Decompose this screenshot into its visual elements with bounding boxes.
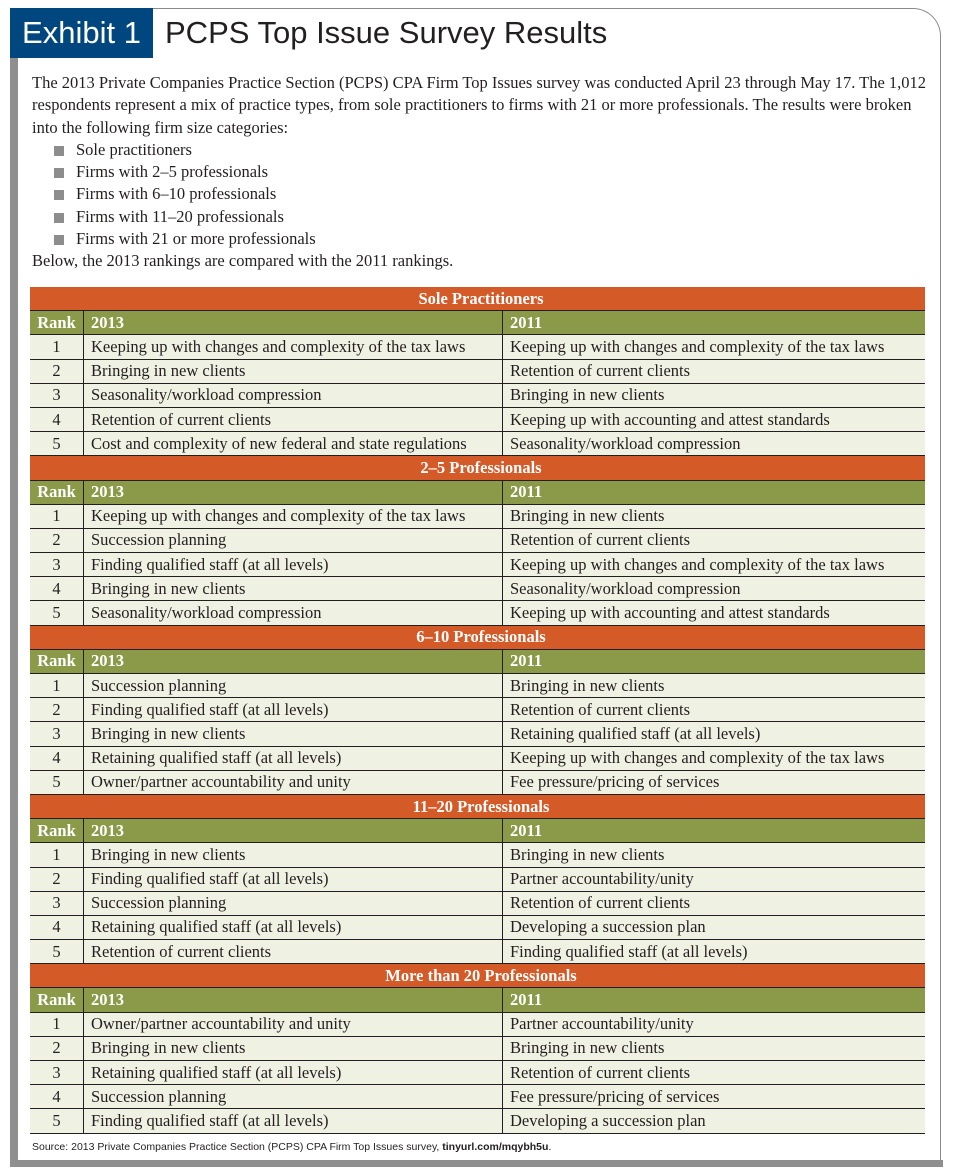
issue-2011-cell: Partner accountability/unity bbox=[503, 867, 926, 891]
table-row bbox=[30, 553, 925, 577]
year-2013-header: 2013 bbox=[84, 480, 503, 504]
source-note bbox=[32, 1141, 551, 1153]
list-item: Firms with 11–20 professionals bbox=[54, 206, 932, 228]
issue-2013-cell: Keeping up with changes and complexity of the tax laws bbox=[84, 504, 503, 528]
table-row bbox=[30, 1061, 925, 1085]
list-item: Sole practitioners bbox=[54, 139, 932, 161]
table-row bbox=[30, 940, 925, 964]
table-row bbox=[30, 407, 925, 431]
column-header-row bbox=[30, 988, 925, 1012]
issue-2011-cell: Keeping up with accounting and attest standards bbox=[503, 407, 926, 431]
issue-2013-cell: Succession planning bbox=[84, 674, 503, 698]
issue-2013-cell: Owner/partner accountability and unity bbox=[84, 1012, 503, 1036]
section-header bbox=[30, 456, 925, 480]
table-row bbox=[30, 1036, 925, 1060]
section-title: 2–5 Professionals bbox=[30, 456, 925, 480]
list-item: Firms with 21 or more professionals bbox=[54, 228, 932, 250]
issue-2011-cell: Keeping up with changes and complexity of the tax laws bbox=[503, 746, 926, 770]
table-row bbox=[30, 746, 925, 770]
table-row bbox=[30, 601, 925, 625]
issue-2011-cell: Fee pressure/pricing of services bbox=[503, 1085, 926, 1109]
issue-2011-cell: Seasonality/workload compression bbox=[503, 432, 926, 456]
rank-header: Rank bbox=[30, 480, 84, 504]
section-title: More than 20 Professionals bbox=[30, 964, 925, 988]
source-text: Source: 2013 Private Companies Practice Section (PCPS) CPA Firm Top Issues survey, bbox=[32, 1141, 443, 1153]
issue-2013-cell: Keeping up with changes and complexity of the tax laws bbox=[84, 335, 503, 359]
year-2011-header: 2011 bbox=[503, 480, 926, 504]
year-2013-header: 2013 bbox=[84, 649, 503, 673]
issue-2011-cell: Bringing in new clients bbox=[503, 1036, 926, 1060]
column-header-row bbox=[30, 819, 925, 843]
issue-2013-cell: Bringing in new clients bbox=[84, 722, 503, 746]
section-title: Sole Practitioners bbox=[30, 287, 925, 311]
issue-2011-cell: Developing a succession plan bbox=[503, 1109, 926, 1133]
section-title: 6–10 Professionals bbox=[30, 625, 925, 649]
rank-header: Rank bbox=[30, 819, 84, 843]
issue-2011-cell: Retaining qualified staff (at all levels) bbox=[503, 722, 926, 746]
rank-cell: 1 bbox=[30, 1012, 84, 1036]
issue-2011-cell: Retention of current clients bbox=[503, 1061, 926, 1085]
table-row bbox=[30, 674, 925, 698]
rank-cell: 2 bbox=[30, 359, 84, 383]
issue-2011-cell: Bringing in new clients bbox=[503, 383, 926, 407]
intro-closing: Below, the 2013 rankings are compared with the 2011 rankings. bbox=[32, 251, 454, 271]
intro-paragraph: The 2013 Private Companies Practice Section (PCPS) CPA Firm Top Issues survey was conducted April 23 through May 17. The 1,012 respondents represent a mix of practice types, from sole practitioners to firms with 21 or more professionals. The results were broken into the following firm size categories: bbox=[32, 73, 927, 137]
issue-2013-cell: Succession planning bbox=[84, 528, 503, 552]
issue-2011-cell: Keeping up with changes and complexity of the tax laws bbox=[503, 553, 926, 577]
rank-cell: 2 bbox=[30, 867, 84, 891]
rank-cell: 5 bbox=[30, 601, 84, 625]
rankings-table bbox=[30, 287, 925, 1134]
rank-cell: 5 bbox=[30, 940, 84, 964]
rank-header: Rank bbox=[30, 649, 84, 673]
issue-2011-cell: Partner accountability/unity bbox=[503, 1012, 926, 1036]
rank-cell: 3 bbox=[30, 553, 84, 577]
issue-2011-cell: Seasonality/workload compression bbox=[503, 577, 926, 601]
section-header bbox=[30, 964, 925, 988]
issue-2013-cell: Bringing in new clients bbox=[84, 359, 503, 383]
rank-cell: 1 bbox=[30, 843, 84, 867]
issue-2013-cell: Retaining qualified staff (at all levels) bbox=[84, 746, 503, 770]
issue-2013-cell: Finding qualified staff (at all levels) bbox=[84, 698, 503, 722]
rank-header: Rank bbox=[30, 988, 84, 1012]
rank-cell: 4 bbox=[30, 577, 84, 601]
table-row bbox=[30, 867, 925, 891]
table-row bbox=[30, 335, 925, 359]
section-header bbox=[30, 794, 925, 818]
table-row bbox=[30, 1109, 925, 1133]
column-header-row bbox=[30, 649, 925, 673]
table-row bbox=[30, 1085, 925, 1109]
year-2013-header: 2013 bbox=[84, 988, 503, 1012]
rank-cell: 3 bbox=[30, 891, 84, 915]
table-row bbox=[30, 770, 925, 794]
issue-2011-cell: Fee pressure/pricing of services bbox=[503, 770, 926, 794]
section-title: 11–20 Professionals bbox=[30, 794, 925, 818]
rank-cell: 1 bbox=[30, 504, 84, 528]
column-header-row bbox=[30, 480, 925, 504]
column-header-row bbox=[30, 311, 925, 335]
rank-cell: 5 bbox=[30, 432, 84, 456]
issue-2013-cell: Bringing in new clients bbox=[84, 843, 503, 867]
section-header bbox=[30, 287, 925, 311]
table-row bbox=[30, 1012, 925, 1036]
issue-2011-cell: Retention of current clients bbox=[503, 698, 926, 722]
rank-cell: 3 bbox=[30, 722, 84, 746]
rank-cell: 2 bbox=[30, 1036, 84, 1060]
issue-2013-cell: Cost and complexity of new federal and state regulations bbox=[84, 432, 503, 456]
year-2013-header: 2013 bbox=[84, 311, 503, 335]
issue-2013-cell: Succession planning bbox=[84, 1085, 503, 1109]
issue-2013-cell: Retaining qualified staff (at all levels) bbox=[84, 1061, 503, 1085]
rank-cell: 4 bbox=[30, 1085, 84, 1109]
rank-header: Rank bbox=[30, 311, 84, 335]
table-row bbox=[30, 528, 925, 552]
year-2011-header: 2011 bbox=[503, 819, 926, 843]
year-2011-header: 2011 bbox=[503, 311, 926, 335]
section-header bbox=[30, 625, 925, 649]
table-row bbox=[30, 915, 925, 939]
issue-2011-cell: Retention of current clients bbox=[503, 359, 926, 383]
issue-2011-cell: Developing a succession plan bbox=[503, 915, 926, 939]
rank-cell: 5 bbox=[30, 1109, 84, 1133]
year-2011-header: 2011 bbox=[503, 988, 926, 1012]
table-row bbox=[30, 504, 925, 528]
issue-2013-cell: Finding qualified staff (at all levels) bbox=[84, 553, 503, 577]
issue-2013-cell: Finding qualified staff (at all levels) bbox=[84, 867, 503, 891]
issue-2011-cell: Bringing in new clients bbox=[503, 674, 926, 698]
year-2011-header: 2011 bbox=[503, 649, 926, 673]
issue-2011-cell: Retention of current clients bbox=[503, 891, 926, 915]
issue-2013-cell: Seasonality/workload compression bbox=[84, 601, 503, 625]
issue-2013-cell: Retention of current clients bbox=[84, 940, 503, 964]
frame-bottom-bar bbox=[10, 1160, 943, 1167]
issue-2011-cell: Retention of current clients bbox=[503, 528, 926, 552]
issue-2013-cell: Finding qualified staff (at all levels) bbox=[84, 1109, 503, 1133]
issue-2013-cell: Succession planning bbox=[84, 891, 503, 915]
table-row bbox=[30, 577, 925, 601]
rank-cell: 3 bbox=[30, 383, 84, 407]
issue-2013-cell: Retention of current clients bbox=[84, 407, 503, 431]
table-row bbox=[30, 891, 925, 915]
rank-cell: 4 bbox=[30, 746, 84, 770]
table-row bbox=[30, 722, 925, 746]
table-row bbox=[30, 432, 925, 456]
rank-cell: 2 bbox=[30, 528, 84, 552]
rank-cell: 4 bbox=[30, 915, 84, 939]
rank-cell: 3 bbox=[30, 1061, 84, 1085]
source-link[interactable]: tinyurl.com/mqybh5u bbox=[442, 1141, 549, 1153]
issue-2011-cell: Bringing in new clients bbox=[503, 843, 926, 867]
issue-2011-cell: Keeping up with accounting and attest standards bbox=[503, 601, 926, 625]
rank-cell: 5 bbox=[30, 770, 84, 794]
issue-2013-cell: Owner/partner accountability and unity bbox=[84, 770, 503, 794]
intro bbox=[32, 72, 932, 273]
list-item: Firms with 6–10 professionals bbox=[54, 183, 932, 205]
table-row bbox=[30, 843, 925, 867]
source-end: . bbox=[548, 1141, 552, 1153]
exhibit-label: Exhibit 1 bbox=[10, 8, 153, 58]
issue-2013-cell: Bringing in new clients bbox=[84, 1036, 503, 1060]
frame-left-bar bbox=[10, 58, 18, 1166]
issue-2013-cell: Bringing in new clients bbox=[84, 577, 503, 601]
rank-cell: 4 bbox=[30, 407, 84, 431]
issue-2011-cell: Finding qualified staff (at all levels) bbox=[503, 940, 926, 964]
list-item: Firms with 2–5 professionals bbox=[54, 161, 932, 183]
rank-cell: 2 bbox=[30, 698, 84, 722]
issue-2013-cell: Retaining qualified staff (at all levels) bbox=[84, 915, 503, 939]
table-row bbox=[30, 698, 925, 722]
issue-2011-cell: Bringing in new clients bbox=[503, 504, 926, 528]
table-row bbox=[30, 359, 925, 383]
rank-cell: 1 bbox=[30, 335, 84, 359]
issue-2011-cell: Keeping up with changes and complexity of the tax laws bbox=[503, 335, 926, 359]
issue-2013-cell: Seasonality/workload compression bbox=[84, 383, 503, 407]
size-category-list bbox=[32, 139, 932, 250]
year-2013-header: 2013 bbox=[84, 819, 503, 843]
page-title: PCPS Top Issue Survey Results bbox=[165, 15, 608, 50]
rank-cell: 1 bbox=[30, 674, 84, 698]
table-row bbox=[30, 383, 925, 407]
